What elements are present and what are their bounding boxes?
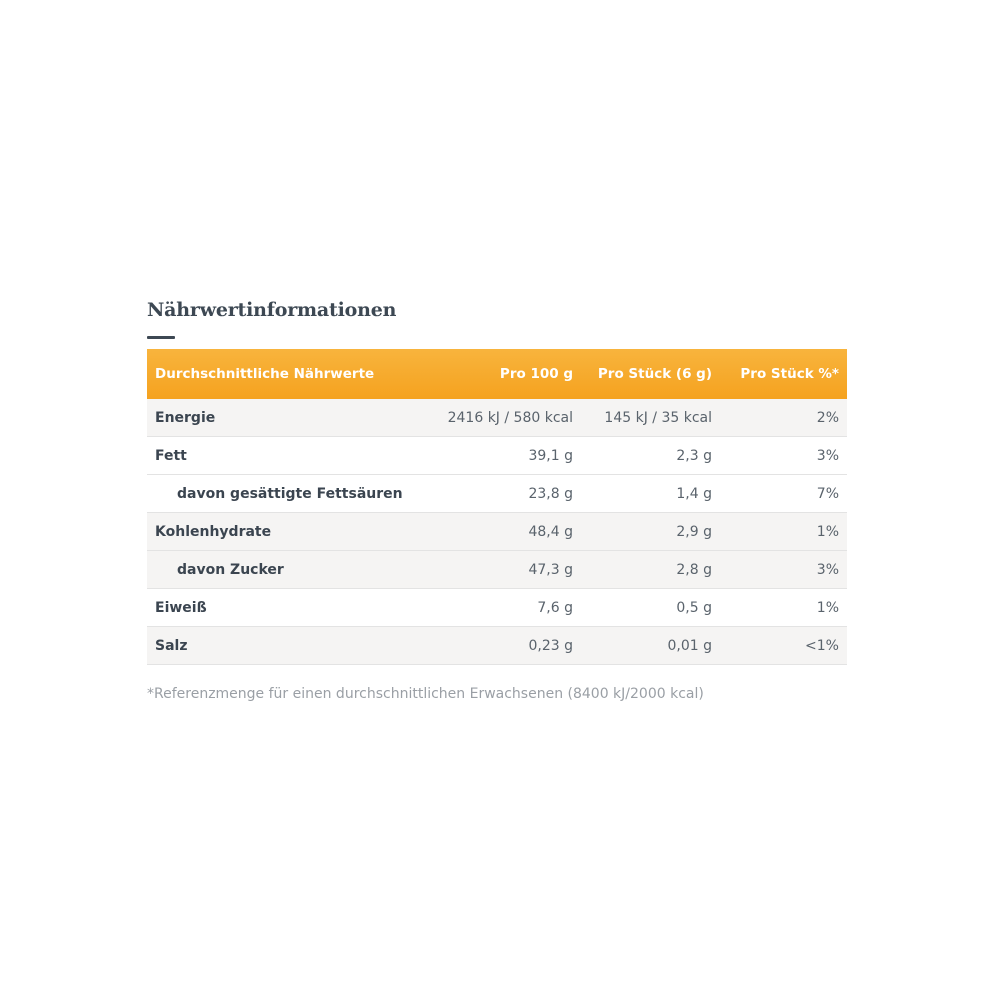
title-underline [147, 336, 175, 339]
row-percent: 3% [720, 437, 847, 475]
nutrition-table [147, 349, 847, 665]
row-per-piece: 0,5 g [581, 589, 720, 627]
row-per-piece: 2,3 g [581, 437, 720, 475]
row-label: Kohlenhydrate [147, 513, 437, 551]
header-nutrient: Durchschnittliche Nährwerte [155, 366, 375, 382]
header-row [147, 349, 847, 399]
table-row [147, 475, 847, 513]
table-row [147, 589, 847, 627]
row-label: Fett [147, 437, 437, 475]
row-per-100g: 48,4 g [437, 513, 581, 551]
header-per-piece: Pro Stück (6 g) [597, 366, 712, 382]
row-label: Salz [147, 627, 437, 665]
table-body [147, 399, 847, 665]
table-row [147, 513, 847, 551]
row-label: Energie [147, 399, 437, 437]
row-percent: <1% [720, 627, 847, 665]
row-percent: 7% [720, 475, 847, 513]
row-per-100g: 7,6 g [437, 589, 581, 627]
row-percent: 1% [720, 513, 847, 551]
header-per-piece-percent: Pro Stück %* [740, 366, 839, 382]
table-row [147, 551, 847, 589]
row-per-100g: 39,1 g [437, 437, 581, 475]
header-per-100g: Pro 100 g [499, 366, 573, 382]
row-label: davon gesättigte Fettsäuren [147, 475, 437, 513]
row-per-100g: 2416 kJ / 580 kcal [437, 399, 581, 437]
row-per-100g: 0,23 g [437, 627, 581, 665]
nutrition-panel [147, 296, 847, 702]
row-percent: 2% [720, 399, 847, 437]
table-row [147, 627, 847, 665]
row-per-piece: 0,01 g [581, 627, 720, 665]
reference-footnote: *Referenzmenge für einen durchschnittlichen Erwachsenen (8400 kJ/2000 kcal) [147, 686, 704, 702]
table-header [147, 349, 847, 399]
section-title: Nährwertinformationen [147, 299, 397, 321]
row-per-100g: 23,8 g [437, 475, 581, 513]
row-per-piece: 145 kJ / 35 kcal [581, 399, 720, 437]
row-percent: 1% [720, 589, 847, 627]
row-per-100g: 47,3 g [437, 551, 581, 589]
row-per-piece: 1,4 g [581, 475, 720, 513]
table-row [147, 437, 847, 475]
row-per-piece: 2,8 g [581, 551, 720, 589]
table-row [147, 399, 847, 437]
row-label: Eiweiß [147, 589, 437, 627]
row-label: davon Zucker [147, 551, 437, 589]
row-percent: 3% [720, 551, 847, 589]
row-per-piece: 2,9 g [581, 513, 720, 551]
